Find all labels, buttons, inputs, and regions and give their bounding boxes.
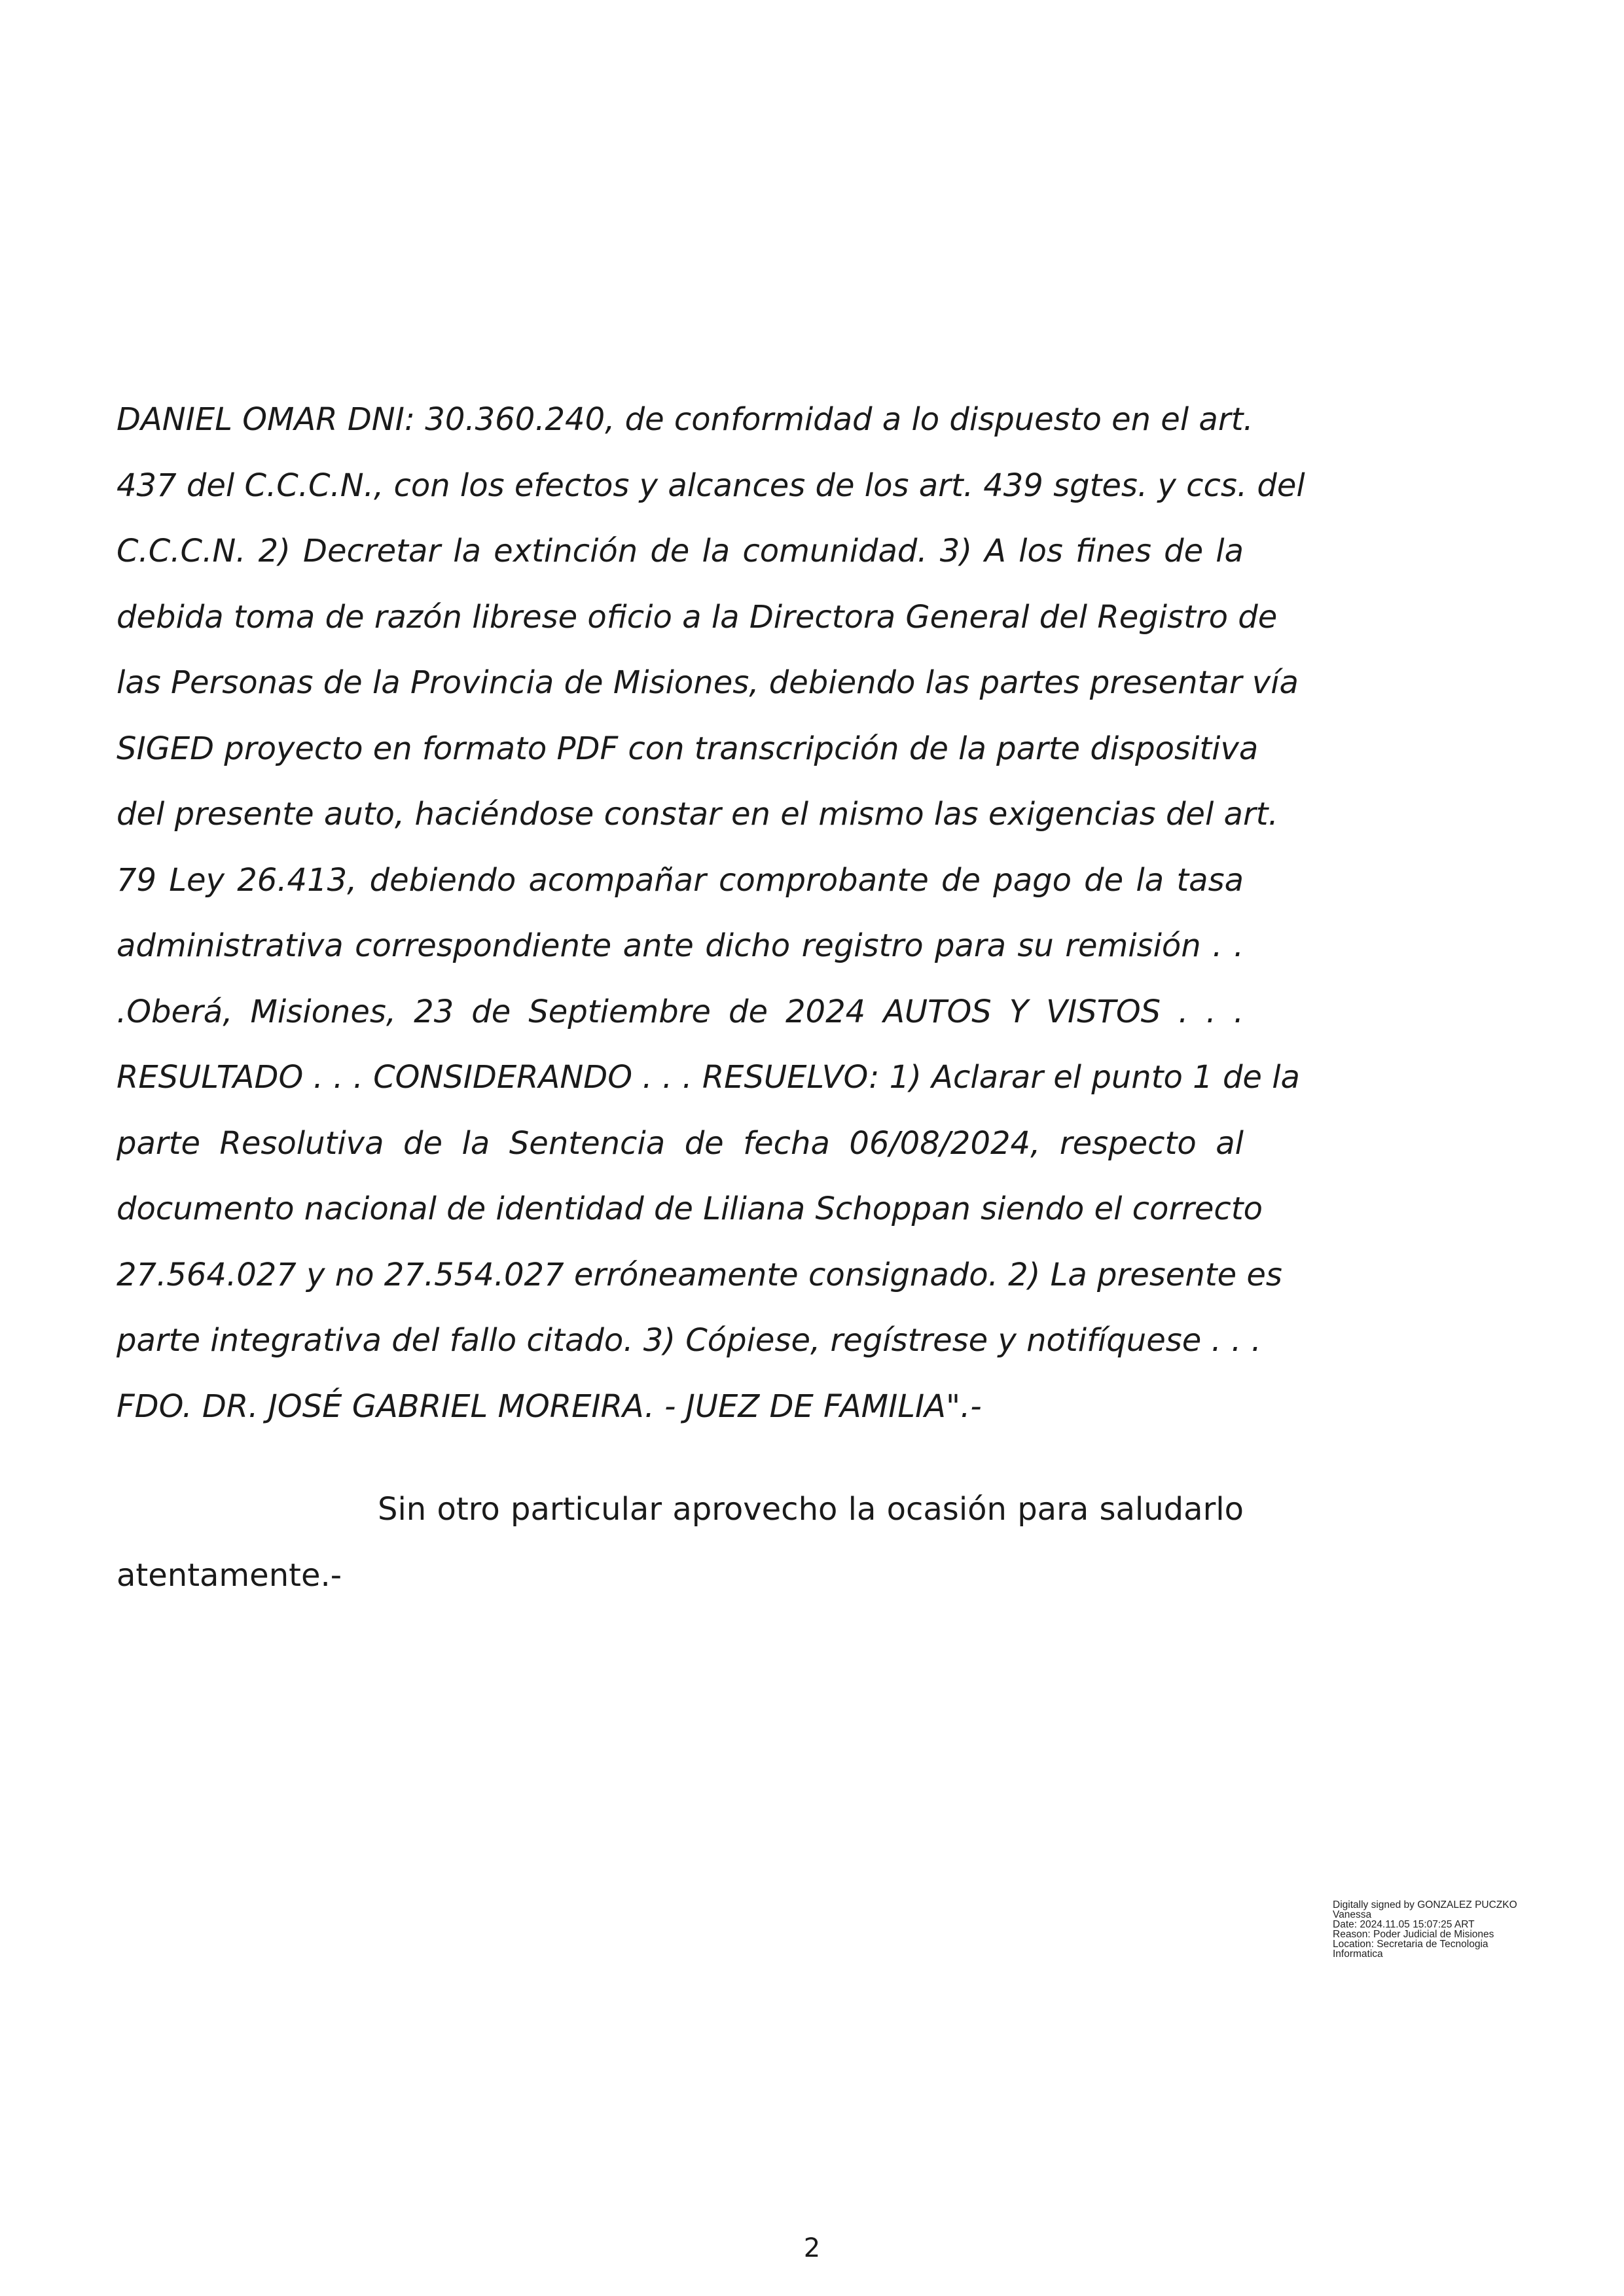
signature-line: Informatica — [1333, 1948, 1383, 1960]
closing-paragraph — [117, 1489, 1244, 1596]
body-line: documento nacional de identidad de Liliana Schoppan siendo el correcto — [117, 1191, 1263, 1227]
signature-line: Reason: Poder Judicial de Misiones — [1333, 1929, 1494, 1940]
body-line: DANIEL OMAR DNI: 30.360.240, de conformidad a lo dispuesto en el art. — [117, 401, 1254, 438]
page-number: 2 — [803, 2233, 821, 2263]
body-line: parte integrativa del fallo citado. 3) Cópiese, regístrese y notifíquese . . . — [117, 1322, 1261, 1359]
body-line: debida toma de razón librese oficio a la Directora General del Registro de — [117, 598, 1278, 636]
body-line: FDO. DR. JOSÉ GABRIEL MOREIRA. - JUEZ DE FAMILIA".- — [117, 1388, 982, 1425]
body-line: RESULTADO . . . CONSIDERANDO . . . RESUELVO: 1) Aclarar el punto 1 de la — [117, 1059, 1300, 1096]
signature-line: Digitally signed by GONZALEZ PUCZKO — [1333, 1899, 1517, 1910]
body-line: C.C.C.N. 2) Decretar la extinción de la comunidad. 3) A los fines de la — [117, 533, 1244, 569]
resolution-transcript — [117, 399, 1305, 1452]
body-line: del presente auto, haciéndose constar en el mismo las exigencias del art. — [117, 796, 1278, 833]
digital-signature-stamp — [1333, 1900, 1549, 1959]
body-line: administrativa correspondiente ante dicho registro para su remisión . . — [117, 927, 1244, 964]
body-line: parte Resolutiva de la Sentencia de fecha 06/08/2024, respecto al — [117, 1124, 1244, 1162]
signature-line: Location: Secretaria de Tecnologia — [1333, 1939, 1489, 1950]
body-line: 79 Ley 26.413, debiendo acompañar comprobante de pago de la tasa — [117, 861, 1244, 899]
signature-line: Vanessa — [1333, 1909, 1372, 1920]
closing-line: atentamente.- — [117, 1556, 342, 1594]
body-line: SIGED proyecto en formato PDF con transcripción de la parte dispositiva — [117, 730, 1259, 767]
signature-line: Date: 2024.11.05 15:07:25 ART — [1333, 1919, 1475, 1930]
body-line: las Personas de la Provincia de Misiones, debiendo las partes presentar vía — [117, 664, 1299, 701]
closing-line: Sin otro particular aprovecho la ocasión para saludarlo — [378, 1491, 1244, 1528]
body-line: .Oberá, Misiones, 23 de Septiembre de 2024 AUTOS Y VISTOS . . . — [117, 993, 1244, 1030]
body-line: 27.564.027 y no 27.554.027 erróneamente consignado. 2) La presente es — [117, 1256, 1282, 1293]
body-line: 437 del C.C.C.N., con los efectos y alcances de los art. 439 sgtes. y ccs. del — [117, 467, 1305, 504]
